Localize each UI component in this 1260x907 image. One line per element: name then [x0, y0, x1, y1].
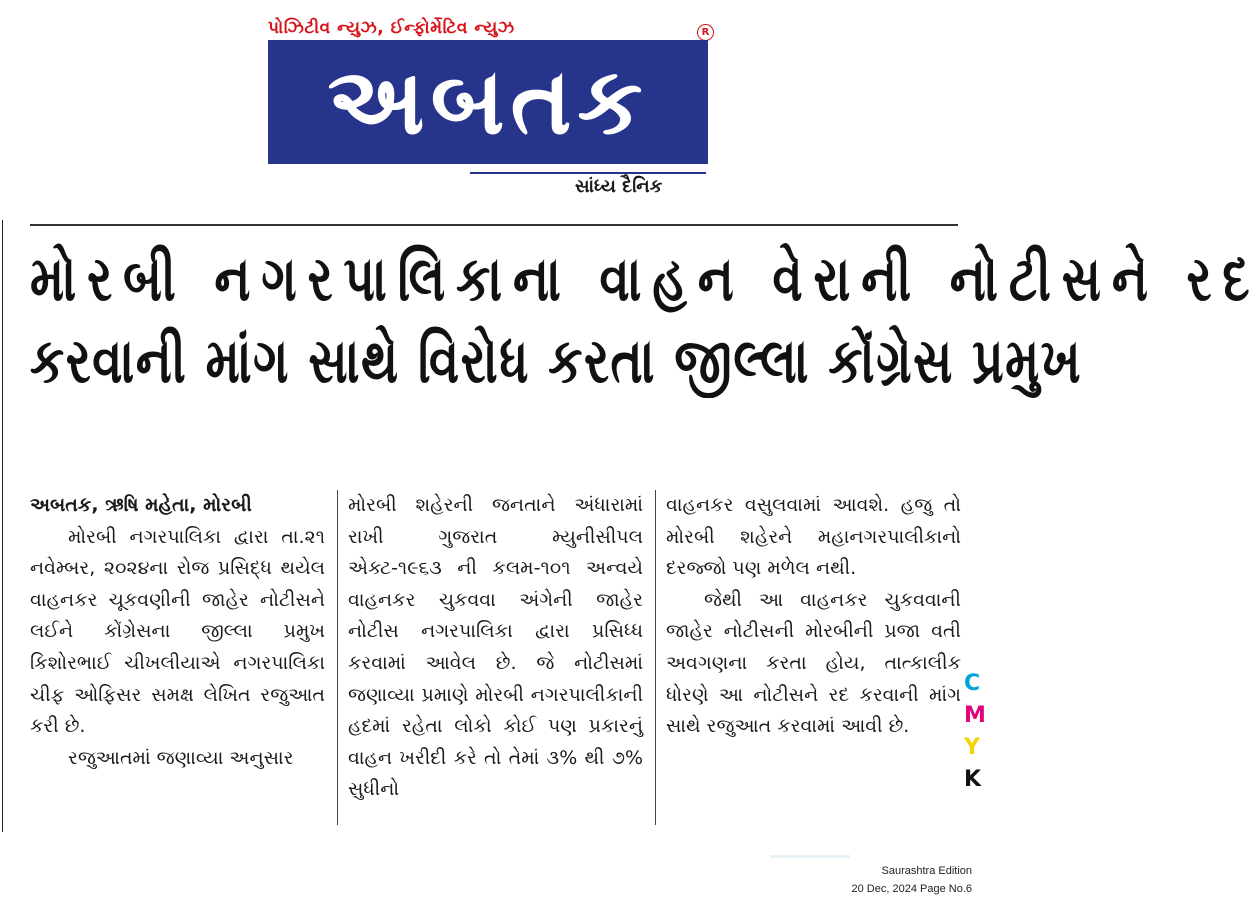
logo-underline — [470, 172, 706, 174]
masthead — [0, 0, 982, 205]
article-column-2 — [348, 490, 643, 806]
paragraph: મોરબી નગરપાલિકા દ્વારા તા.૨૧ નવેમ્બર, ૨૦૨૪ના રોજ પ્રસિદ્ધ થયેલ વાહનકર ચૂકવણીની જાહેર નોટીસને લઈને કોંગ્રેસના જીલ્લા પ્રમુખ કિશોરભાઈ ચીખલીયાએ નગરપાલિકા ચીફ ઓફિસર સમક્ષ લેખિત રજુઆત કરી છે. — [30, 525, 325, 738]
footer-accent-bar — [770, 855, 850, 858]
registered-mark-icon: R — [697, 24, 714, 41]
column-divider — [655, 490, 656, 825]
paragraph: રજુઆતમાં જણાવ્યા અનુસાર — [68, 746, 294, 769]
edition-tag: સાંધ્ય દૈનિક — [575, 176, 663, 197]
cmyk-m-mark: M — [964, 703, 986, 728]
article-byline: અબતક, ઋષિ મહેતા, મોરબી — [30, 494, 252, 516]
article-column-3 — [666, 490, 961, 743]
paragraph: જેથી આ વાહનકર ચુકવવાની જાહેર નોટીસની મોરબીની પ્રજા વતી અવગણના કરતા હોય, તાત્કાલીક ધોરણે આ નોટીસને રદ કરવાની માંગ સાથે રજુઆત કરવામાં આવી છે. — [666, 588, 961, 738]
page-footer — [772, 862, 972, 898]
paragraph: મોરબી શહેરની જનતાને અંધારામાં રાખી ગુજરાત મ્યુનીસીપલ એક્ટ-૧૯૬૩ ની કલમ-૧૦૧ અન્વયે વાહનકર ચુકવવા અંગેની જાહેર નોટીસ નગરપાલિકા દ્વારા પ્રસિધ્ધ કરવામાં આવેલ છે. જે નોટીસમાં જણાવ્યા પ્રમાણે મોરબી નગરપાલીકાની હદમાં રહેતા લોકો કોઈ પણ પ્રકારનું વાહન ખરીદી કરે તો તેમાં ૩% થી ૭% સુધીનો — [348, 494, 643, 801]
article-headline — [30, 238, 1260, 402]
left-margin-rule — [2, 220, 3, 832]
article-column-1 — [30, 490, 325, 774]
headline-line-2: કરવાની માંગ સાથે વિરોધ કરતા જીલ્લા કોંગ્રેસ પ્રમુખ — [30, 324, 1083, 397]
article-body — [30, 490, 960, 830]
column-divider — [337, 490, 338, 825]
cmyk-y-mark: Y — [964, 735, 980, 760]
paragraph: વાહનકર વસુલવામાં આવશે. હજુ તો મોરબી શહેરને મહાનગરપાલીકાનો દરજ્જો પણ મળેલ નથી. — [666, 494, 961, 580]
newspaper-logo: અબતક — [268, 40, 708, 164]
cmyk-k-mark: K — [964, 767, 982, 792]
footer-edition: Saurashtra Edition — [881, 865, 972, 877]
cmyk-c-mark: C — [964, 671, 981, 696]
headline-line-1: મોરબી નગરપાલિકાના વાહન વેરાની નોટીસને રદ — [30, 242, 1260, 315]
masthead-tagline: પોઝિટીવ ન્યુઝ, ઈન્ફોર્મેટિવ ન્યુઝ — [268, 18, 515, 38]
article-top-rule — [30, 224, 958, 226]
footer-date-page: 20 Dec, 2024 Page No.6 — [851, 883, 972, 895]
cmyk-registration-marks — [964, 668, 986, 796]
